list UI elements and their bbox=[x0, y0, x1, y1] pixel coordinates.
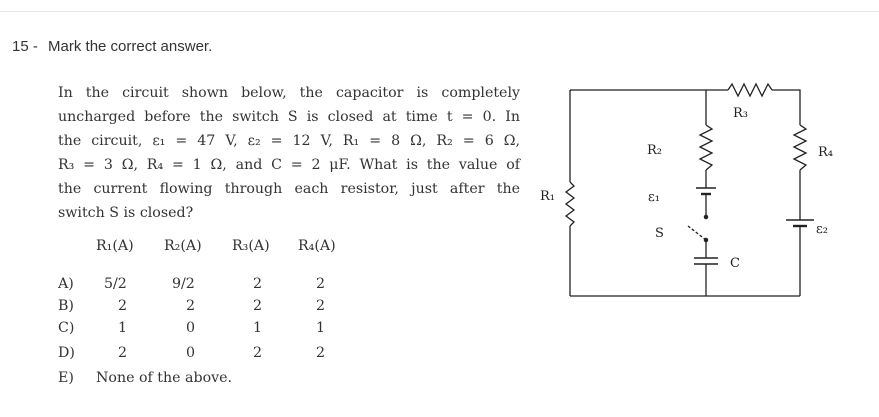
label-r3: R₃ bbox=[733, 106, 748, 121]
question-header bbox=[12, 38, 212, 55]
resistor-r2-symbol bbox=[700, 125, 712, 170]
option-e-text: None of the above. bbox=[96, 370, 233, 386]
battery-e1-symbol bbox=[696, 170, 716, 216]
table-cell: 2 bbox=[186, 298, 196, 314]
table-cell: 2 bbox=[316, 276, 326, 292]
table-cell: 2 bbox=[316, 298, 326, 314]
table-cell: 0 bbox=[186, 345, 196, 361]
table-cell: 2 bbox=[253, 276, 263, 292]
option-label-d[interactable]: D) bbox=[58, 345, 75, 361]
top-wire bbox=[570, 90, 800, 125]
circuit-diagram bbox=[530, 70, 870, 310]
capacitor-c-symbol bbox=[694, 258, 718, 296]
option-label-e[interactable]: E) bbox=[58, 370, 74, 386]
column-header-r1: R₁(A) bbox=[96, 238, 134, 254]
label-capacitor: C bbox=[730, 256, 740, 271]
question-line: the current flowing through each resistor, just after the bbox=[58, 181, 520, 197]
resistor-r3-symbol bbox=[728, 84, 772, 96]
column-header-r2: R₂(A) bbox=[164, 238, 202, 254]
question-instruction: Mark the correct answer. bbox=[48, 38, 213, 55]
option-label-c[interactable]: C) bbox=[58, 320, 75, 336]
table-cell: 1 bbox=[118, 320, 128, 336]
table-cell: 2 bbox=[316, 345, 326, 361]
table-cell: 2 bbox=[118, 345, 128, 361]
option-label-b[interactable]: B) bbox=[58, 298, 74, 314]
table-cell: 5/2 bbox=[104, 276, 127, 292]
question-line: switch S is closed? bbox=[58, 205, 194, 221]
label-r1: R₁ bbox=[540, 189, 555, 204]
table-cell: 9/2 bbox=[172, 276, 195, 292]
question-line: In the circuit shown below, the capacitor is completely bbox=[58, 85, 520, 101]
option-label-a[interactable]: A) bbox=[58, 276, 74, 292]
label-e1: ε₁ bbox=[648, 190, 660, 205]
label-r4: R₄ bbox=[818, 145, 833, 160]
question-line: the circuit, ε₁ = 47 V, ε₂ = 12 V, R₁ = 8 Ω, R₂ = 6 Ω, bbox=[58, 133, 520, 149]
question-number: 15 - bbox=[12, 38, 38, 55]
question-text bbox=[58, 81, 520, 225]
question-line: R₃ = 3 Ω, R₄ = 1 Ω, and C = 2 μF. What is the value of bbox=[58, 157, 520, 173]
column-header-r4: R₄(A) bbox=[298, 238, 336, 254]
battery-e2-symbol bbox=[786, 170, 814, 296]
resistor-r4-symbol bbox=[794, 125, 806, 170]
table-cell: 1 bbox=[316, 320, 326, 336]
resistor-r1-symbol bbox=[566, 182, 574, 226]
question-line: uncharged before the switch S is closed at time t = 0. In bbox=[58, 109, 520, 125]
switch-s-symbol bbox=[688, 215, 708, 258]
label-switch: S bbox=[655, 226, 664, 241]
table-cell: 2 bbox=[253, 345, 263, 361]
label-r2: R₂ bbox=[647, 143, 662, 158]
table-cell: 2 bbox=[253, 298, 263, 314]
table-cell: 1 bbox=[253, 320, 263, 336]
column-header-r3: R₃(A) bbox=[232, 238, 270, 254]
table-cell: 2 bbox=[118, 298, 128, 314]
label-e2: ε₂ bbox=[816, 222, 828, 237]
top-divider bbox=[0, 11, 879, 12]
table-cell: 0 bbox=[186, 320, 196, 336]
